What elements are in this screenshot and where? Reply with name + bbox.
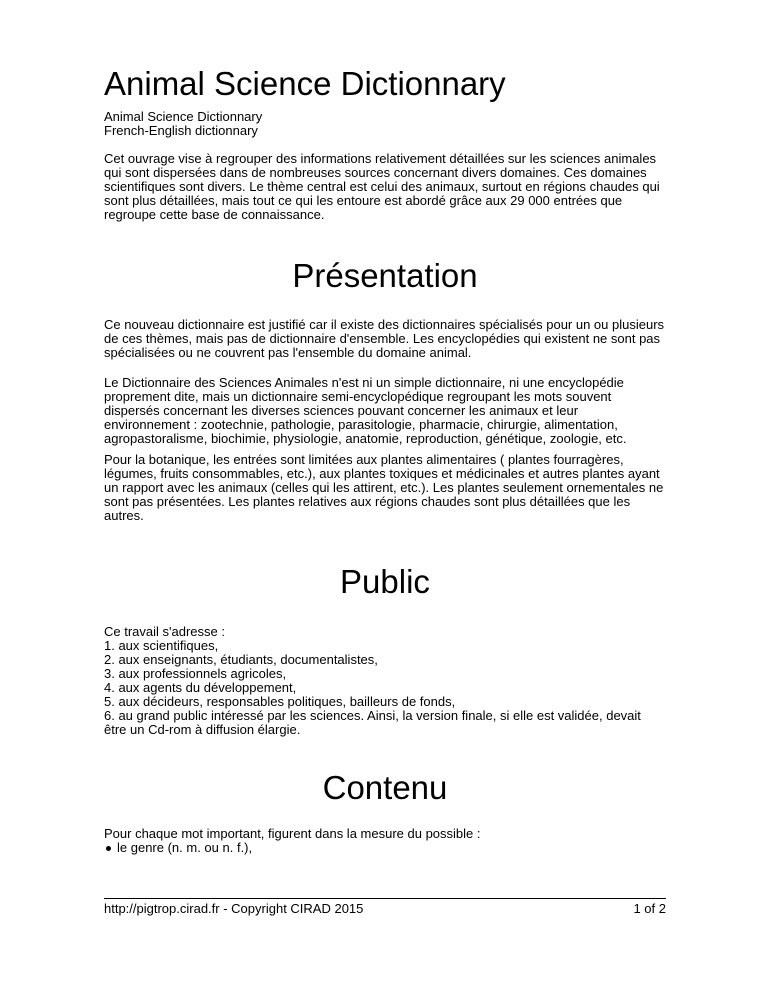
list-item: 5. aux décideurs, responsables politiques, bailleurs de fonds, [104, 694, 456, 709]
footer-source-link[interactable]: http://pigtrop.cirad.fr - Copyright CIRAD 2015 [104, 901, 364, 916]
contenu-list [104, 827, 666, 855]
section-heading-presentation: Présentation [292, 257, 478, 294]
intro-paragraph: Cet ouvrage vise à regrouper des informations relativement détaillées sur les sciences animales qui sont dispersées dans de nombreuses sources concernant divers domaines. Ces domaines scientifiques sont divers. Le thème central est celui des animaux, surtout en régions chaudes qui sont plus détaillées, mais tout ce qui les entoure est abordé grâce aux 29 000 entrées que regroupe cette base de connaissance. [104, 151, 660, 222]
contenu-intro: Pour chaque mot important, figurent dans la mesure du possible : [104, 826, 481, 841]
presentation-paragraph: Pour la botanique, les entrées sont limitées aux plantes alimentaires ( plantes fourragères, légumes, fruits consommables, etc.), aux plantes toxiques et médicinales et autres plantes ayant un rapport avec les animaux (celles qui les attirent, etc.). Les plantes seulement ornementales ne sont pas présentées. Les plantes relatives aux régions chaudes sont plus détaillées que les autres. [104, 452, 664, 523]
subtitle-line: French-English dictionnary [104, 123, 258, 138]
list-item: 4. aux agents du développement, [104, 680, 297, 695]
page-number: 1 of 2 [633, 901, 666, 916]
list-item-text: le genre (n. m. ou n. f.), [117, 840, 253, 855]
presentation-paragraph: Ce nouveau dictionnaire est justifié car il existe des dictionnaires spécialisés pour un ou plusieurs de ces thèmes, mais pas de dictionnaire d'ensemble. Les encyclopédies qui existent ne sont pas spécialisées ou ne couvrent pas l'ensemble du domaine animal. [104, 317, 665, 360]
footer-divider [104, 898, 666, 899]
list-item [104, 841, 666, 855]
bullet-icon [106, 846, 111, 851]
document-title: Animal Science Dictionnary [104, 65, 506, 102]
list-item: 3. aux professionnels agricoles, [104, 666, 287, 681]
document-meta [104, 110, 262, 138]
document-page [104, 0, 666, 994]
section-heading-public: Public [340, 563, 430, 600]
section-heading-contenu: Contenu [322, 769, 448, 806]
list-item: 1. aux scientifiques, [104, 638, 219, 653]
list-item: 2. aux enseignants, étudiants, documentalistes, [104, 652, 378, 667]
subtitle-line: Animal Science Dictionnary [104, 109, 263, 124]
list-item: 6. au grand public intéressé par les sciences. Ainsi, la version finale, si elle est validée, devait [104, 708, 641, 723]
public-list [104, 625, 666, 737]
list-item: être un Cd-rom à diffusion élargie. [104, 722, 301, 737]
presentation-paragraph: Le Dictionnaire des Sciences Animales n'est ni un simple dictionnaire, ni une encyclopédie proprement dite, mais un dictionnaire semi-encyclopédique regroupant les mots souvent dispersés concernant les diverses sciences pouvant concerner les animaux et leur environnement : zootechnie, pathologie, parasitologie, pharmacie, chirurgie, alimentation, agropastoralisme, biochimie, physiologie, anatomie, reproduction, génétique, zoologie, etc. [104, 375, 627, 446]
public-intro: Ce travail s'adresse : [104, 624, 225, 639]
